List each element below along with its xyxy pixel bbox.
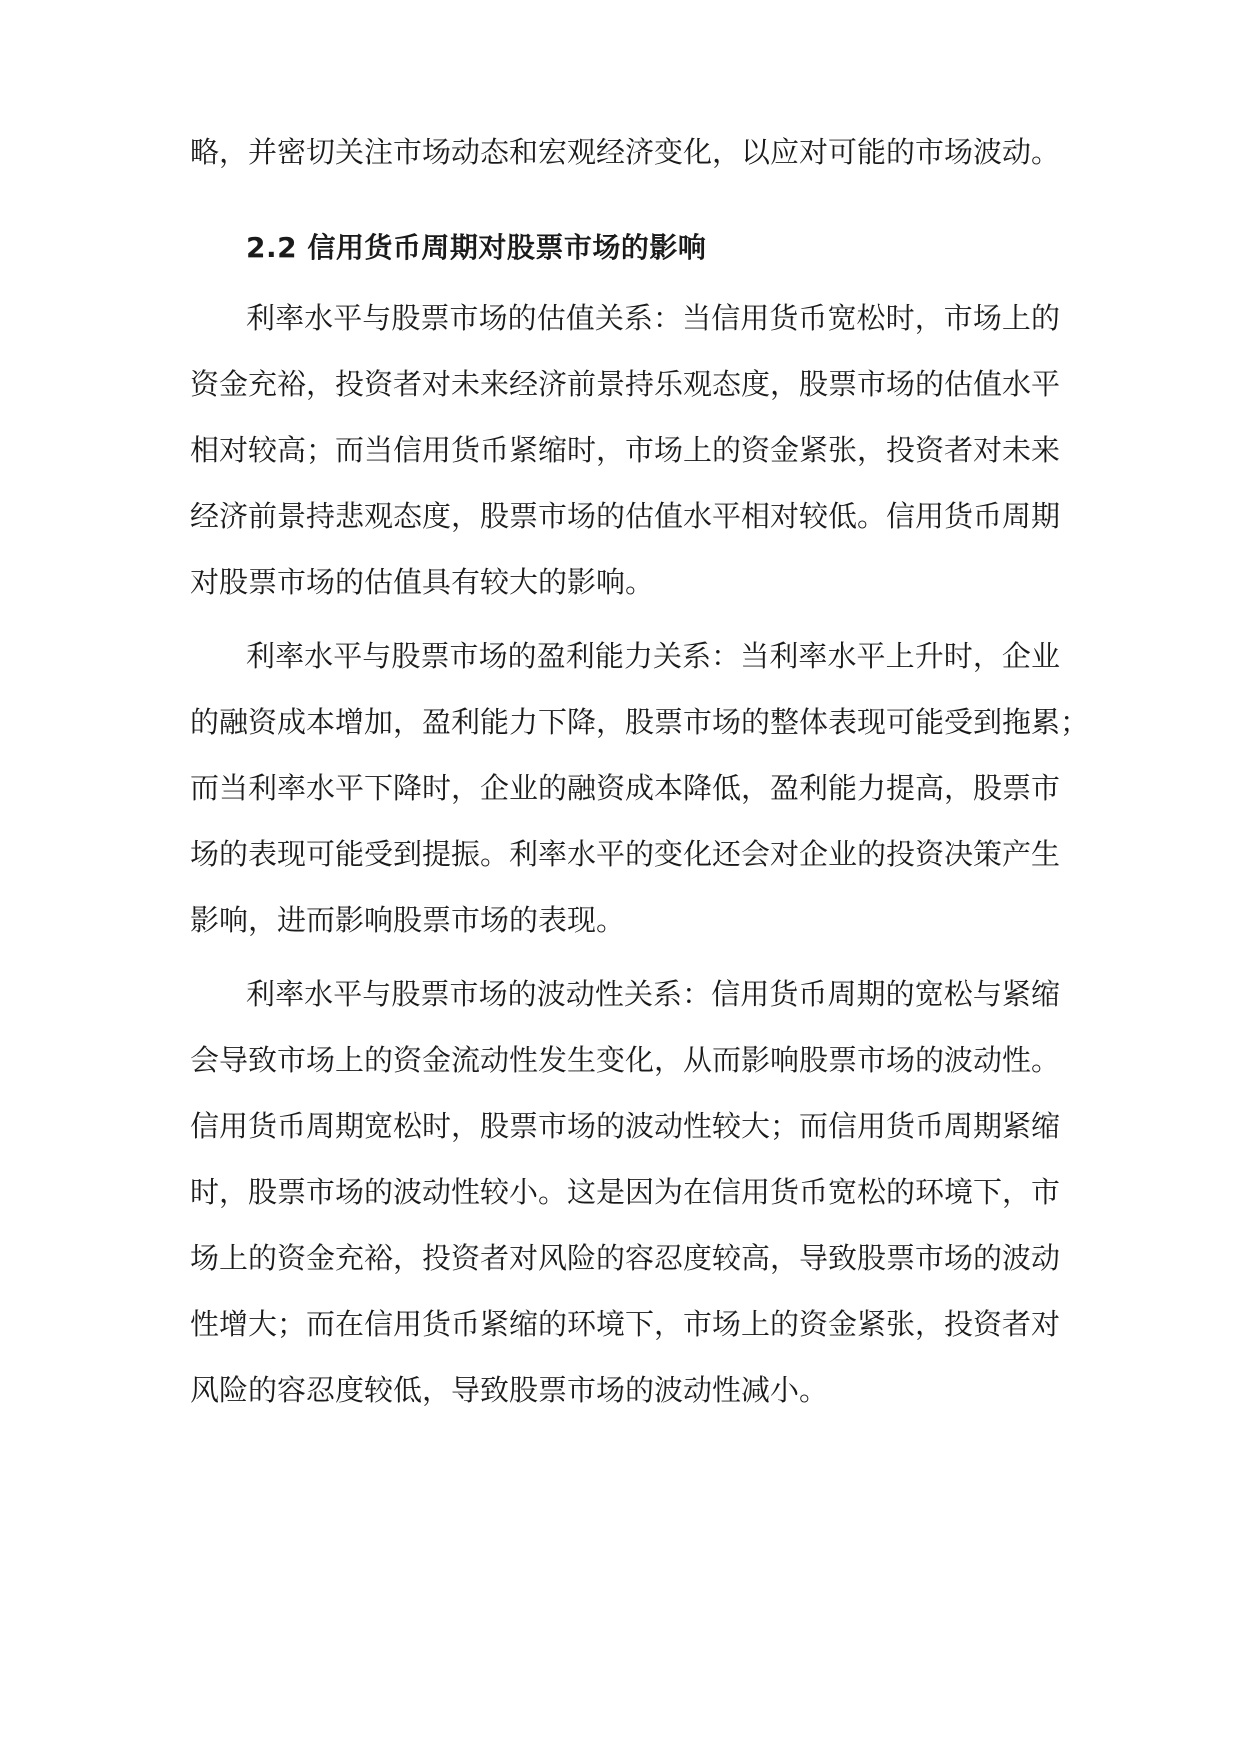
paragraph-line: 的融资成本增加，盈利能力下降，股票市场的整体表现可能受到拖累； bbox=[190, 705, 1090, 739]
paragraph-line: 资金充裕，投资者对未来经济前景持乐观态度，股票市场的估值水平 bbox=[190, 367, 1061, 401]
paragraph-line: 影响，进而影响股票市场的表现。 bbox=[190, 903, 626, 937]
paragraph-line: 对股票市场的估值具有较大的影响。 bbox=[190, 565, 655, 599]
paragraph-line: 经济前景持悲观态度，股票市场的估值水平相对较低。信用货币周期 bbox=[190, 499, 1061, 533]
continuation-line: 略，并密切关注市场动态和宏观经济变化，以应对可能的市场波动。 bbox=[190, 135, 1061, 169]
paragraph-line: 场上的资金充裕，投资者对风险的容忍度较高，导致股票市场的波动 bbox=[190, 1241, 1061, 1275]
paragraph-line: 而当利率水平下降时，企业的融资成本降低，盈利能力提高，股票市 bbox=[190, 771, 1061, 805]
paragraph-line: 风险的容忍度较低，导致股票市场的波动性减小。 bbox=[190, 1373, 829, 1407]
paragraph-line: 相对较高；而当信用货币紧缩时，市场上的资金紧张，投资者对未来 bbox=[190, 433, 1061, 467]
section-heading: 2.2 信用货币周期对股票市场的影响 bbox=[246, 231, 707, 264]
paragraph-line: 场的表现可能受到提振。利率水平的变化还会对企业的投资决策产生 bbox=[190, 837, 1061, 871]
paragraph-line: 性增大；而在信用货币紧缩的环境下，市场上的资金紧张，投资者对 bbox=[190, 1307, 1061, 1341]
paragraph-line: 会导致市场上的资金流动性发生变化，从而影响股票市场的波动性。 bbox=[190, 1043, 1061, 1077]
paragraph-line: 利率水平与股票市场的波动性关系：信用货币周期的宽松与紧缩 bbox=[246, 977, 1060, 1011]
paragraph-line: 利率水平与股票市场的估值关系：当信用货币宽松时，市场上的 bbox=[246, 301, 1060, 335]
paragraph-line: 时，股票市场的波动性较小。这是因为在信用货币宽松的环境下，市 bbox=[190, 1175, 1061, 1209]
paragraph-line: 信用货币周期宽松时，股票市场的波动性较大；而信用货币周期紧缩 bbox=[190, 1109, 1061, 1143]
paragraph-line: 利率水平与股票市场的盈利能力关系：当利率水平上升时，企业 bbox=[246, 639, 1060, 673]
